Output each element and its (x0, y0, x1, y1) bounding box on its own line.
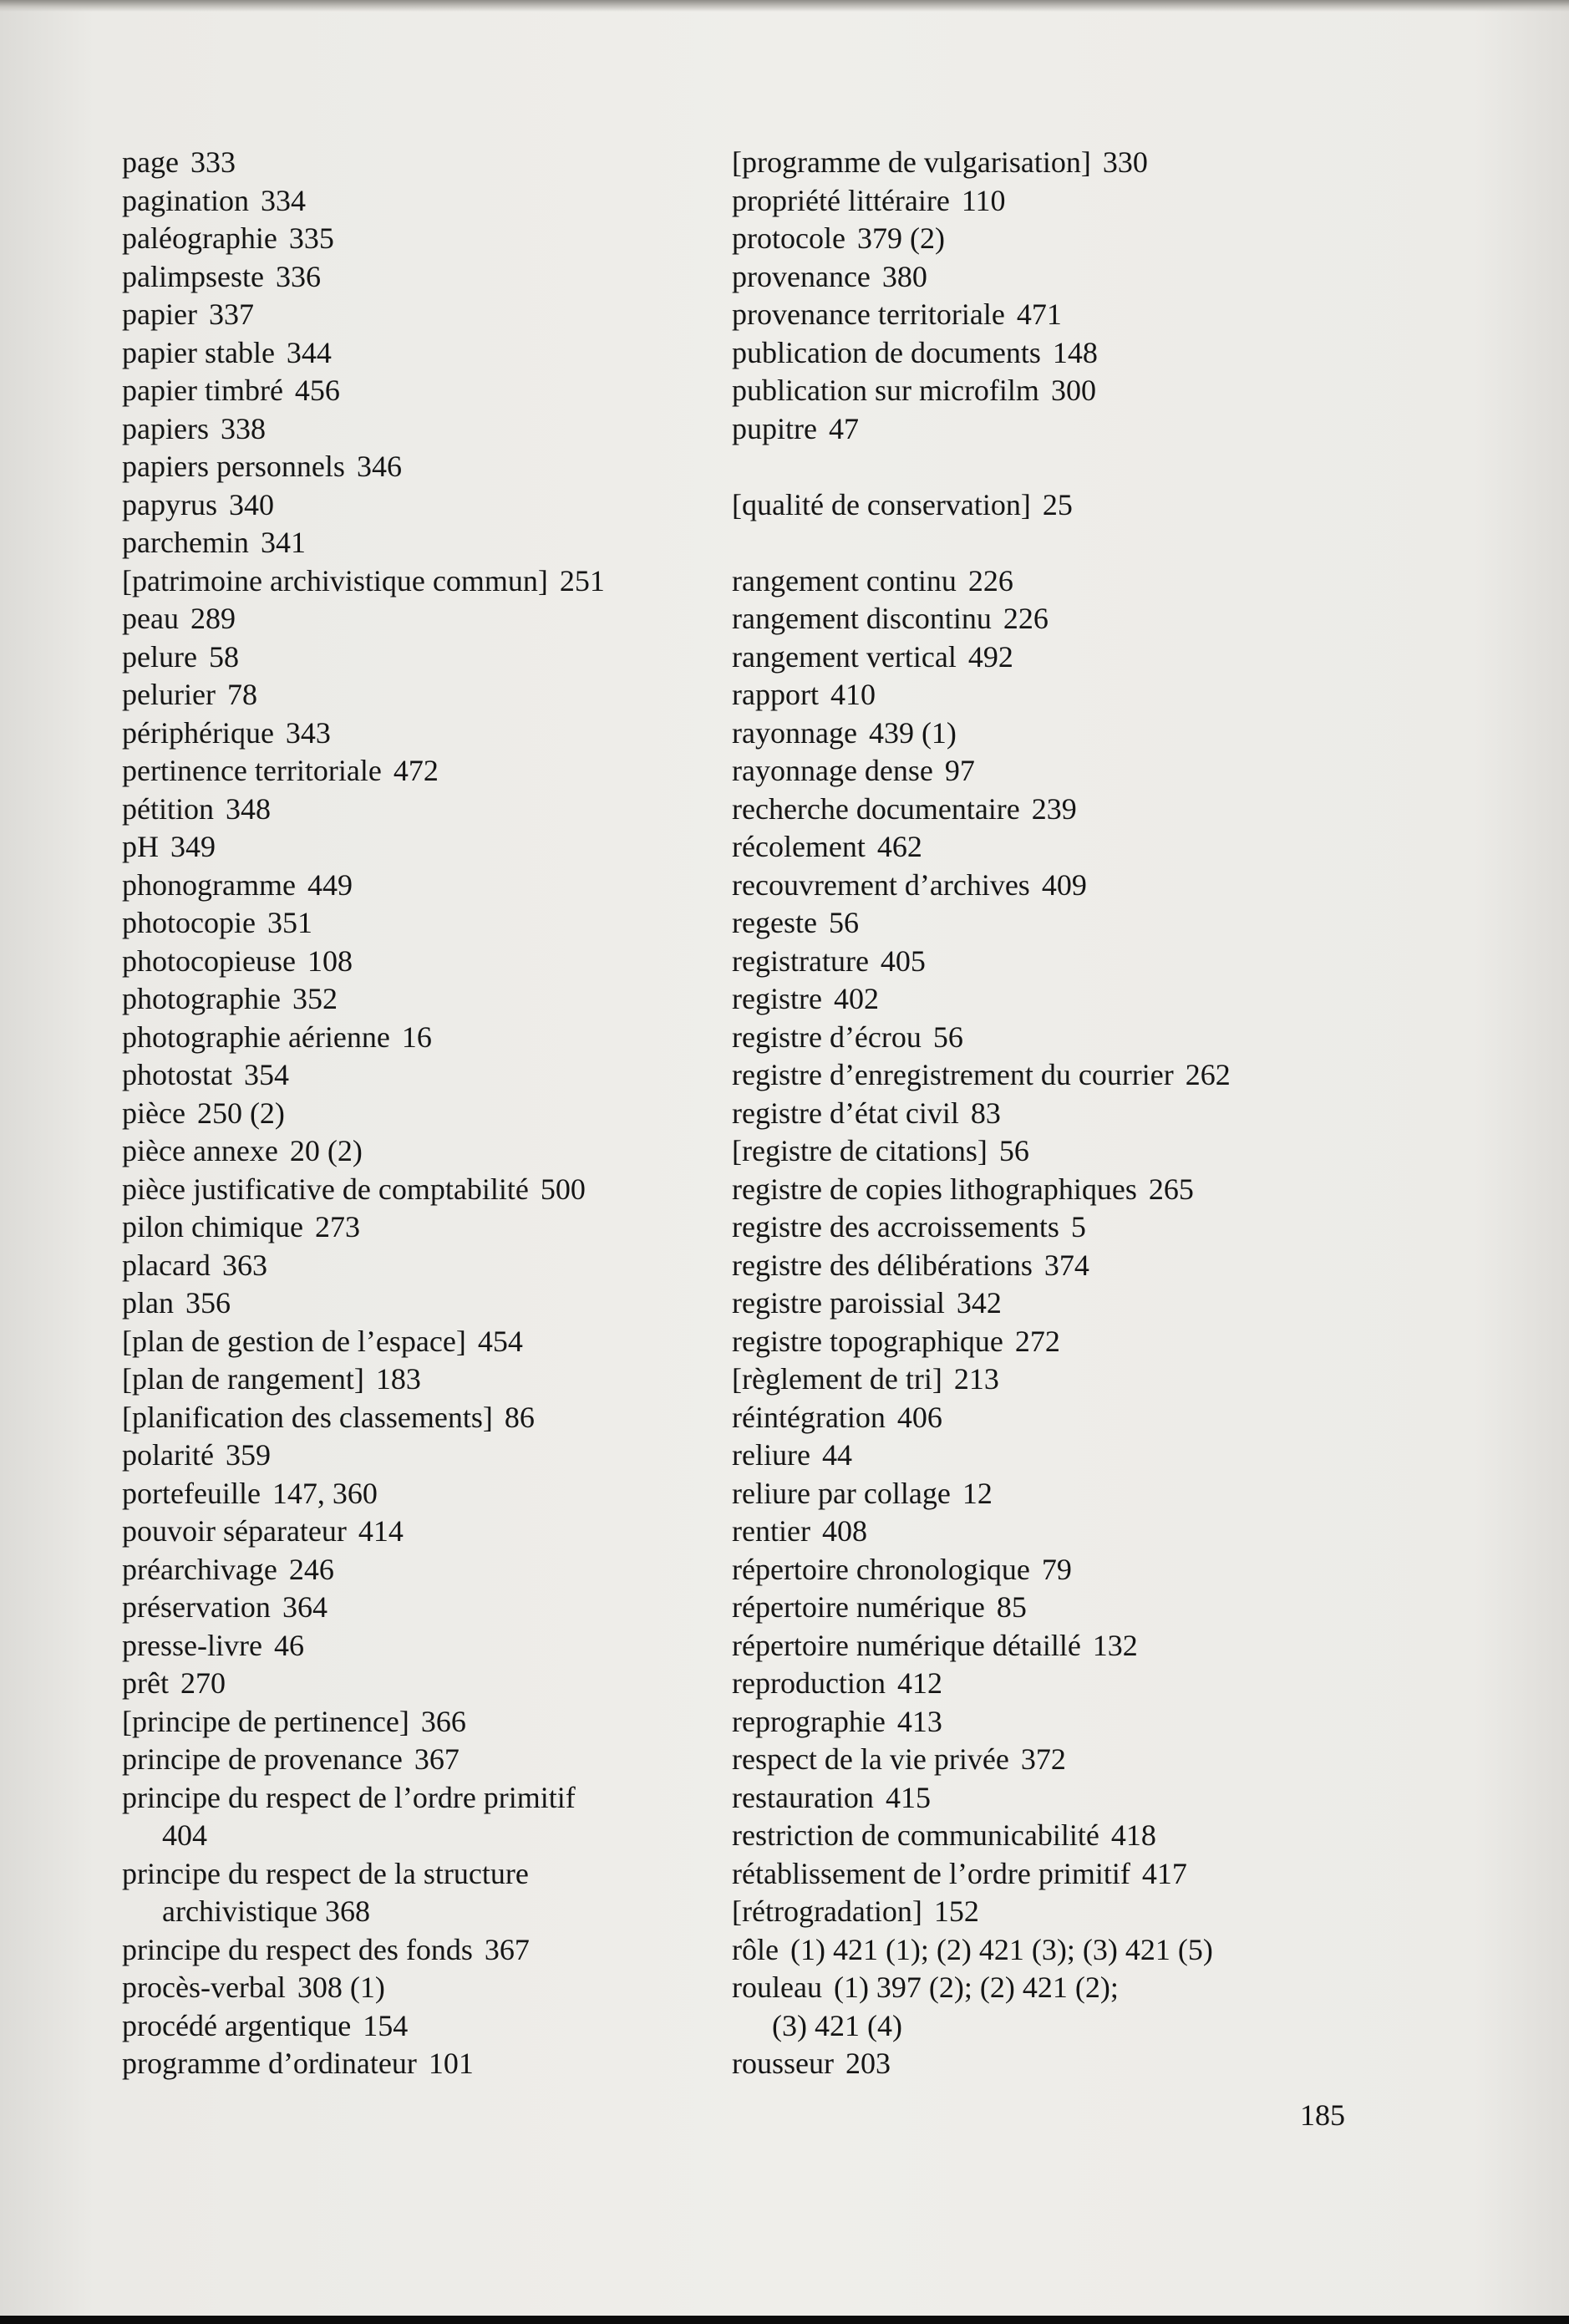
scan-top-edge (0, 0, 1569, 12)
index-entry: répertoire numérique détaillé 132 (732, 1628, 1138, 1662)
index-entry: paléographie 335 (122, 221, 334, 255)
index-entry: reliure 44 (732, 1438, 852, 1472)
index-entry: peau 289 (122, 602, 236, 635)
letter-gap (732, 524, 1484, 562)
index-entry: procès-verbal 308 (1) (122, 1971, 385, 2004)
index-entry: registre des accroissements 5 (732, 1210, 1086, 1243)
index-entry: reliure par collage 12 (732, 1476, 993, 1510)
index-entry: répertoire chronologique 79 (732, 1552, 1072, 1586)
index-entry: parchemin 341 (122, 526, 306, 559)
index-entry: registre d’état civil 83 (732, 1096, 1001, 1130)
index-entry: rayonnage 439 (1) (732, 715, 957, 750)
index-entry: [patrimoine archivistique commun] 251 (122, 563, 605, 598)
index-entry: rouleau (1) 397 (2); (2) 421 (2); (732, 1971, 1119, 2004)
index-entry: prêt 270 (122, 1666, 226, 1700)
index-entry: rangement vertical 492 (732, 639, 1013, 674)
index-entry: provenance territoriale 471 (732, 297, 1062, 331)
index-entry: pagination 334 (122, 183, 306, 217)
index-entry: polarité 359 (122, 1438, 271, 1472)
index-entry: reproduction 412 (732, 1666, 942, 1700)
index-entry-continuation: 404 (162, 1818, 207, 1852)
index-entry: recherche documentaire 239 (732, 791, 1077, 826)
index-entry: répertoire numérique 85 (732, 1590, 1027, 1624)
index-entry: rapport 410 (732, 678, 876, 711)
index-entry: regeste 56 (732, 906, 859, 939)
index-entry: palimpseste 336 (122, 259, 321, 293)
index-entry-continuation: archivistique 368 (162, 1894, 370, 1928)
index-entry: propriété littéraire 110 (732, 183, 1006, 217)
index-entry: pupitre 47 (732, 411, 859, 445)
index-entry: pétition 348 (122, 791, 271, 826)
index-entry: pièce justificative de comptabilité 500 (122, 1172, 586, 1206)
index-entry: [plan de rangement] 183 (122, 1362, 421, 1396)
index-entry: [plan de gestion de l’espace] 454 (122, 1324, 523, 1358)
index-entry: rayonnage dense 97 (732, 754, 975, 787)
index-entry: photographie 352 (122, 982, 338, 1015)
index-entry: pièce annexe 20 (2) (122, 1134, 363, 1167)
index-entry: [qualité de conservation] 25 (732, 487, 1073, 521)
index-entry: principe du respect des fonds 367 (122, 1932, 530, 1966)
index-entry: papiers 338 (122, 411, 266, 445)
page-number: 185 (1300, 2098, 1345, 2132)
index-entry: plan 356 (122, 1286, 231, 1320)
index-entry: photocopie 351 (122, 906, 312, 939)
index-entry: publication sur microfilm 300 (732, 374, 1096, 407)
index-entry: presse-livre 46 (122, 1628, 304, 1662)
index-entry: publication de documents 148 (732, 335, 1098, 369)
index-entry: [programme de vulgarisation] 330 (732, 145, 1148, 179)
index-entry: registre d’écrou 56 (732, 1020, 963, 1054)
index-entry: [principe de pertinence] 366 (122, 1704, 466, 1738)
index-entry: réintégration 406 (732, 1400, 942, 1434)
index-entry: pouvoir séparateur 414 (122, 1514, 404, 1548)
index-entry: pertinence territoriale 472 (122, 754, 439, 787)
index-entry: pilon chimique 273 (122, 1210, 360, 1243)
index-entry: papier stable 344 (122, 335, 332, 369)
index-entry: rôle (1) 421 (1); (2) 421 (3); (3) 421 (5) (732, 1932, 1213, 1966)
index-entry: récolement 462 (732, 830, 922, 863)
index-entry: papier timbré 456 (122, 374, 340, 407)
scan-bottom-edge (0, 2316, 1569, 2324)
index-entry: restauration 415 (732, 1780, 931, 1814)
index-entry: rangement continu 226 (732, 563, 1013, 598)
index-entry: restriction de communicabilité 418 (732, 1818, 1156, 1852)
index-entry: procédé argentique 154 (122, 2008, 409, 2042)
index-column-left (122, 144, 724, 2083)
index-column-right (732, 144, 1484, 2083)
index-entry: portefeuille 147, 360 (122, 1476, 378, 1510)
index-entry: rangement discontinu 226 (732, 602, 1049, 635)
index-entry: préarchivage 246 (122, 1552, 334, 1586)
index-entry: registre paroissial 342 (732, 1286, 1002, 1320)
index-entry: provenance 380 (732, 259, 927, 293)
index-entry: [règlement de tri] 213 (732, 1362, 999, 1396)
index-entry: pH 349 (122, 830, 216, 863)
index-entry: registre de copies lithographiques 265 (732, 1172, 1194, 1206)
index-entry: registre d’enregistrement du courrier 262 (732, 1058, 1231, 1091)
index-entry: registre 402 (732, 982, 879, 1015)
index-entry: registre topographique 272 (732, 1324, 1060, 1358)
index-entry: principe du respect de l’ordre primitif (122, 1780, 576, 1814)
index-entry: rétablissement de l’ordre primitif 417 (732, 1856, 1187, 1890)
index-entry: pelurier 78 (122, 678, 257, 711)
index-entry: [registre de citations] 56 (732, 1134, 1029, 1167)
index-entry: reprographie 413 (732, 1704, 942, 1738)
index-entry: [rétrogradation] 152 (732, 1894, 979, 1928)
index-entry: registre des délibérations 374 (732, 1248, 1089, 1282)
index-entry: périphérique 343 (122, 715, 331, 750)
index-entry: registrature 405 (732, 943, 926, 978)
index-entry: rousseur 203 (732, 2047, 891, 2080)
index-entry: pelure 58 (122, 639, 239, 674)
index-entry: [planification des classements] 86 (122, 1400, 535, 1434)
index-entry: programme d’ordinateur 101 (122, 2047, 474, 2080)
letter-gap (732, 448, 1484, 486)
index-entry: papiers personnels 346 (122, 450, 402, 483)
index-entry: photocopieuse 108 (122, 943, 353, 978)
index-entry: photostat 354 (122, 1058, 289, 1091)
index-entry: recouvrement d’archives 409 (732, 867, 1087, 902)
index-entry-continuation: (3) 421 (4) (772, 2008, 902, 2042)
index-entry: préservation 364 (122, 1590, 328, 1624)
index-entry: principe de provenance 367 (122, 1742, 460, 1776)
index-entry: respect de la vie privée 372 (732, 1742, 1066, 1776)
index-entry: principe du respect de la structure (122, 1856, 529, 1890)
index-entry: phonogramme 449 (122, 867, 353, 902)
index-entry: placard 363 (122, 1248, 267, 1282)
index-entry: papier 337 (122, 297, 254, 331)
index-entry: protocole 379 (2) (732, 221, 945, 255)
index-entry: photographie aérienne 16 (122, 1020, 432, 1054)
index-entry: papyrus 340 (122, 487, 274, 521)
index-entry: pièce 250 (2) (122, 1096, 285, 1130)
index-entry: page 333 (122, 145, 236, 179)
index-entry: rentier 408 (732, 1514, 867, 1548)
